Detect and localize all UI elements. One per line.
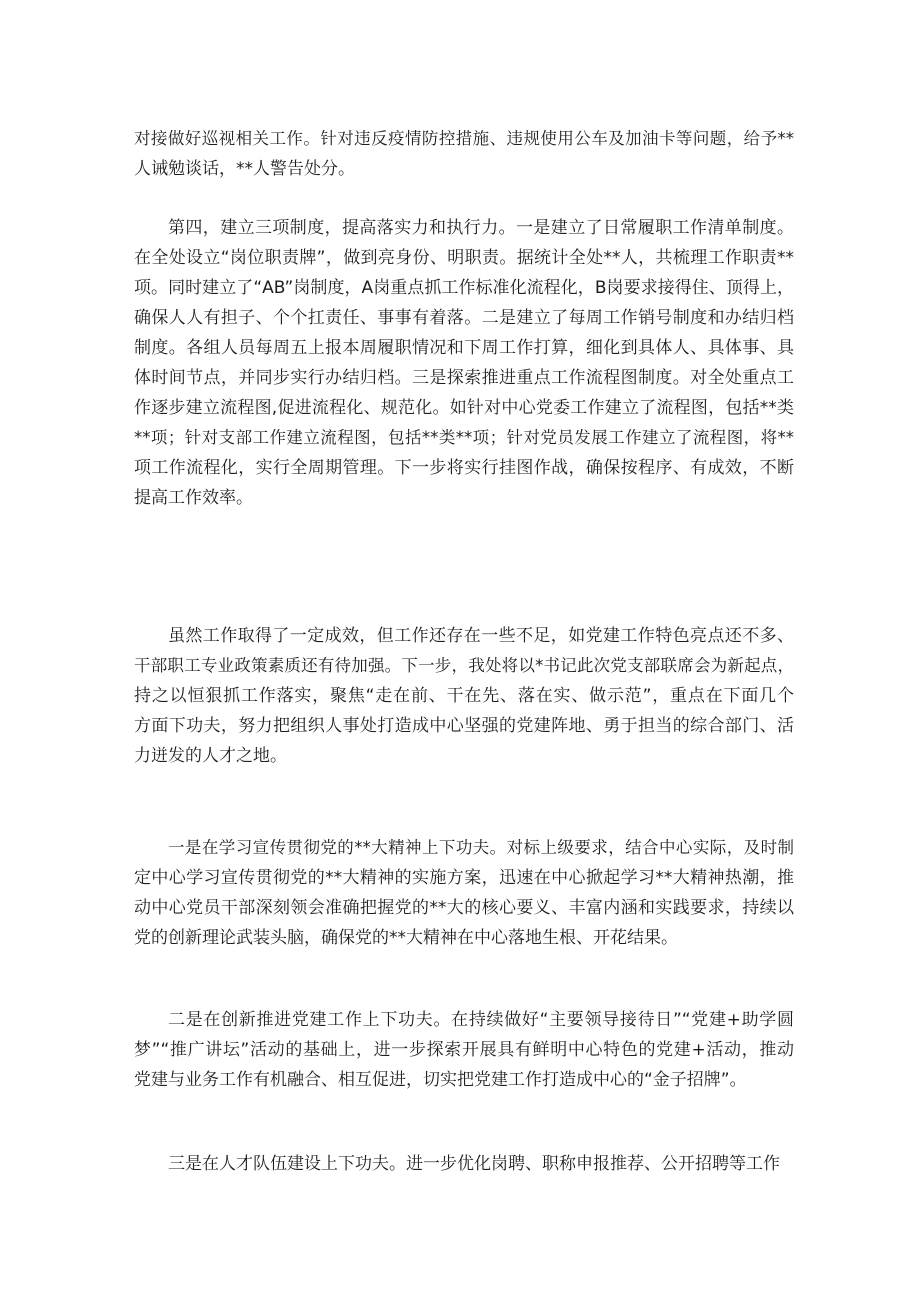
text-line: 定中心学习宣传贯彻党的**大精神的实施方案，迅速在中心掀起学习**大精神热潮，推 xyxy=(134,868,794,888)
text-line: 制度。各组人员每周五上报本周履职情况和下周工作打算，细化到具体人、具体事、具 xyxy=(134,338,794,358)
text-line: 党建与业务工作有机融合、相互促进，切实把党建工作打造成中心的“金子招牌”。 xyxy=(134,1070,747,1090)
text-line: 提高工作效率。 xyxy=(134,488,253,508)
text-line: 在全处设立“岗位职责牌”，做到亮身份、明职责。据统计全处**人，共梳理工作职责** xyxy=(134,248,794,268)
paragraph xyxy=(134,1005,794,1095)
paragraph xyxy=(134,621,794,771)
text-line: **项；针对支部工作建立流程图，包括**类**项；针对党员发展工作建立了流程图，将** xyxy=(134,428,794,447)
paragraph xyxy=(134,1149,794,1179)
text-line: 项。同时建立了“AB”岗制度，A岗重点抓工作标准化流程化，B岗要求接得住、顶得上， xyxy=(134,278,794,298)
text-line: 一是在学习宣传贯彻党的**大精神上下功夫。对标上级要求，结合中心实际，及时制 xyxy=(168,838,794,857)
text-line: 三是在人才队伍建设上下功夫。进一步优化岗聘、职称申报推荐、公开招聘等工作 xyxy=(168,1154,780,1174)
text-line: 对接做好巡视相关工作。针对违反疫情防控措施、违规使用公车及加油卡等问题，给予** xyxy=(134,129,794,148)
text-line: 二是在创新推进党建工作上下功夫。在持续做好“主要领导接待日”“党建+助学圆 xyxy=(168,1010,794,1030)
text-line: 人诫勉谈话，**人警告处分。 xyxy=(134,159,355,179)
text-line: 作逐步建立流程图,促进流程化、规范化。如针对中心党委工作建立了流程图，包括**类 xyxy=(134,398,794,418)
text-line: 持之以恒狠抓工作落实，聚焦“走在前、干在先、落在实、做示范”，重点在下面几个 xyxy=(134,686,794,706)
text-line: 第四，建立三项制度，提高落实力和执行力。一是建立了日常履职工作清单制度。 xyxy=(168,218,794,238)
paragraph xyxy=(134,124,794,184)
text-line: 梦”“推广讲坛”活动的基础上，进一步探索开展具有鲜明中心特色的党建+活动，推动 xyxy=(134,1040,794,1060)
text-line: 体时间节点，并同步实行办结归档。三是探索推进重点工作流程图制度。对全处重点工 xyxy=(134,368,794,388)
text-line: 力迸发的人才之地。 xyxy=(134,746,287,766)
text-line: 方面下功夫，努力把组织人事处打造成中心坚强的党建阵地、勇于担当的综合部门、活 xyxy=(134,716,794,736)
text-line: 党的创新理论武装头脑，确保党的**大精神在中心落地生根、开花结果。 xyxy=(134,928,678,948)
text-line: 干部职工专业政策素质还有待加强。下一步，我处将以*书记此次党支部联席会为新起点， xyxy=(134,656,794,675)
text-line: 确保人人有担子、个个扛责任、事事有着落。二是建立了每周工作销号制度和办结归档 xyxy=(134,308,794,328)
text-line: 项工作流程化，实行全周期管理。下一步将实行挂图作战，确保按程序、有成效，不断 xyxy=(134,458,794,478)
paragraph xyxy=(134,833,794,953)
text-line: 虽然工作取得了一定成效，但工作还存在一些不足，如党建工作特色亮点还不多、 xyxy=(168,626,794,646)
text-line: 动中心党员干部深刻领会准确把握党的**大的核心要义、丰富内涵和实践要求，持续以 xyxy=(134,898,794,918)
paragraph xyxy=(134,213,794,513)
